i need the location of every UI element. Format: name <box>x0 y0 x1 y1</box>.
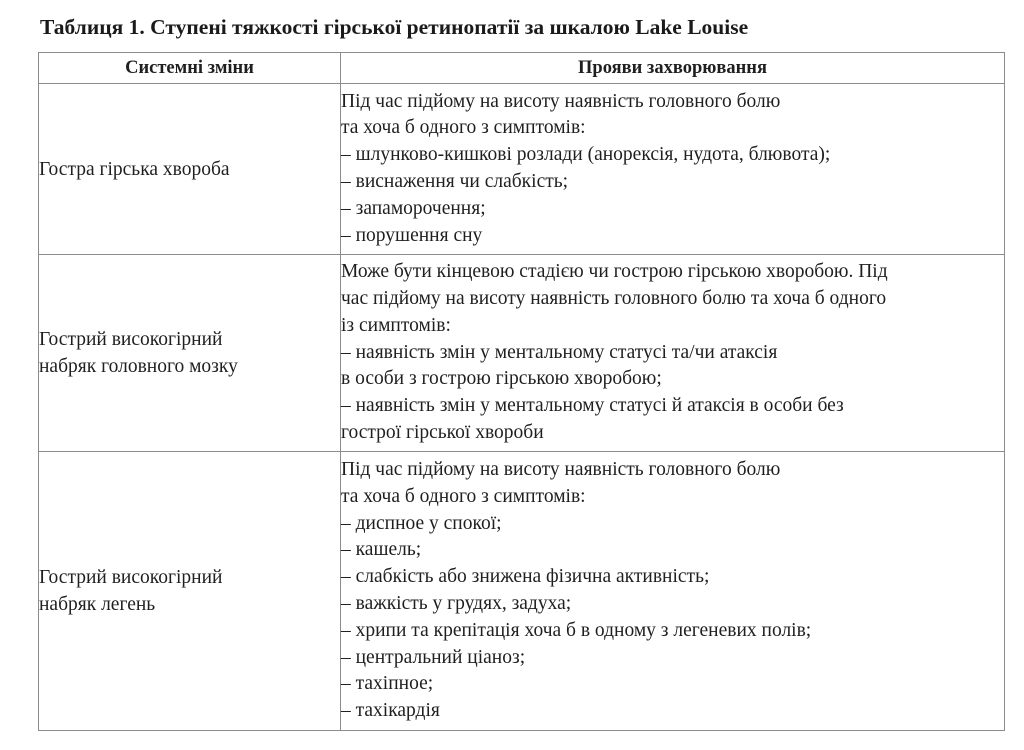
severity-table <box>38 52 1005 731</box>
symptoms-cell <box>341 255 1005 452</box>
symptom-line: Під час підйому на висоту наявність головного болю <box>341 459 781 481</box>
header-system-changes: Системні зміни <box>39 53 341 84</box>
table-row <box>39 84 1005 255</box>
symptom-line: – хрипи та крепітація хоча б в одному з легеневих полів; <box>341 619 812 641</box>
symptoms-cell <box>341 84 1005 255</box>
symptom-line: та хоча б одного з симптомів: <box>341 117 586 139</box>
symptom-line: – тахіпное; <box>341 673 434 695</box>
symptom-line: – диспное у спокої; <box>341 512 502 534</box>
table-title: Таблиця 1. Ступені тяжкості гірської ретинопатії за шкалою Lake Louise <box>40 15 749 39</box>
symptom-line: – запаморочення; <box>341 197 486 219</box>
table-row <box>39 452 1005 731</box>
system-text-line: Гостра гірська хвороба <box>39 158 230 180</box>
symptom-line: в особи з гострою гірською хворобою; <box>341 368 662 390</box>
table-header-row <box>39 53 1005 84</box>
symptom-line: Під час підйому на висоту наявність головного болю <box>341 90 781 112</box>
symptom-line: – наявність змін у ментальному статусі й атаксія в особи без <box>341 395 844 417</box>
symptom-line: Може бути кінцевою стадією чи гострою гірською хворобою. Під <box>341 261 888 283</box>
table-row <box>39 255 1005 452</box>
symptom-line: – важкість у грудях, задуха; <box>341 593 572 614</box>
symptom-line: гострої гірської хвороби <box>341 421 544 443</box>
system-text-line: набряк головного мозку <box>39 356 238 377</box>
system-cell <box>39 255 341 452</box>
system-text-line: Гострий високогірний <box>39 567 223 588</box>
header-manifestations: Прояви захворювання <box>341 53 1005 84</box>
symptom-line: – наявність змін у ментальному статусі та/чи атаксія <box>341 341 778 363</box>
symptom-line: – слабкість або знижена фізична активність; <box>341 566 710 588</box>
symptom-line: – виснаження чи слабкість; <box>341 171 569 192</box>
symptom-line: та хоча б одного з симптомів: <box>341 485 586 507</box>
symptom-line: – центральний ціаноз; <box>341 646 526 668</box>
system-cell <box>39 452 341 731</box>
system-cell <box>39 84 341 255</box>
symptoms-cell <box>341 452 1005 731</box>
system-text-line: Гострий високогірний <box>39 329 223 350</box>
symptom-line: із симптомів: <box>341 314 451 336</box>
symptom-line: – порушення сну <box>341 224 483 246</box>
symptom-line: час підйому на висоту наявність головного болю та хоча б одного <box>341 288 887 309</box>
system-text-line: набряк легень <box>39 594 156 615</box>
symptom-line: – шлунково-кишкові розлади (анорексія, нудота, блювота); <box>341 144 831 166</box>
symptom-line: – тахікардія <box>341 700 440 722</box>
symptom-line: – кашель; <box>341 539 422 561</box>
